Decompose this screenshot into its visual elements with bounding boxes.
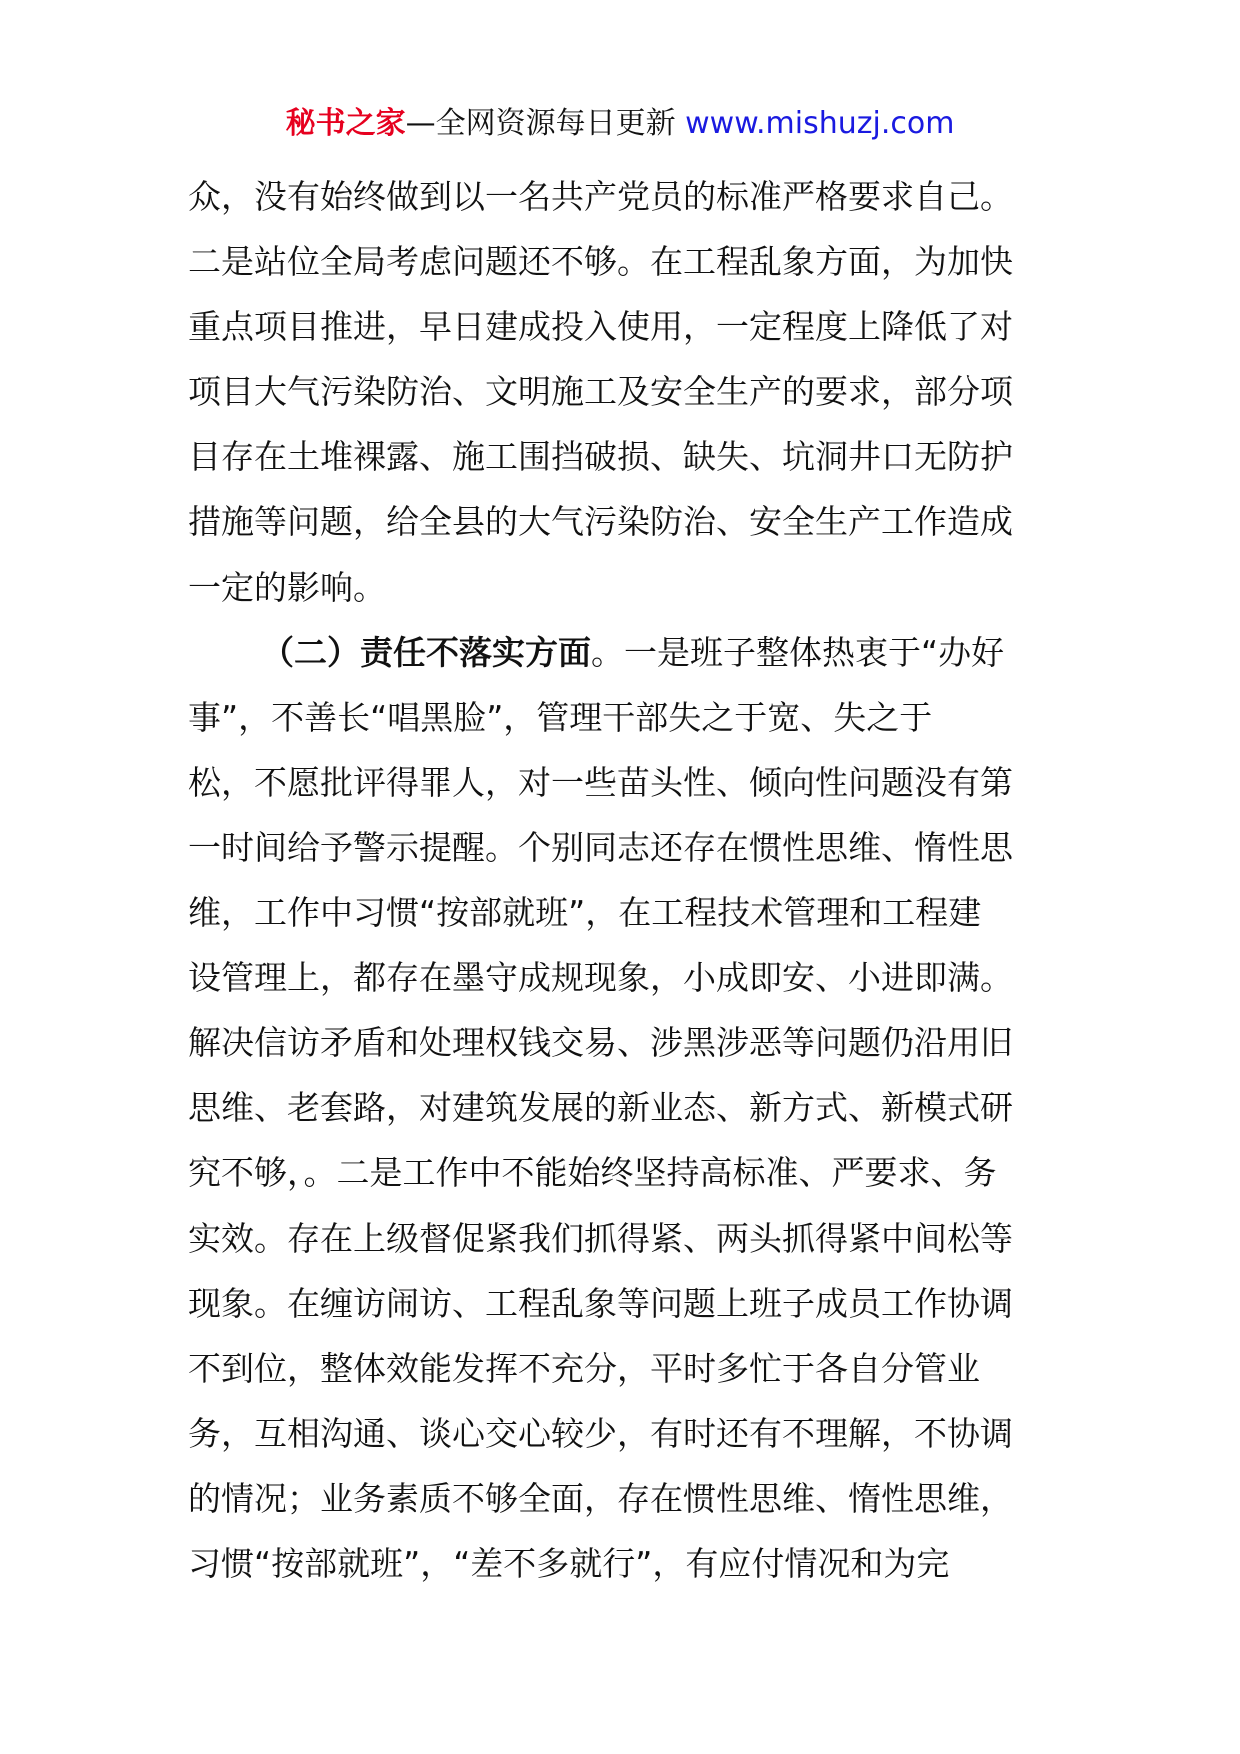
text-line: 设管理上，都存在墨守成规现象，小成即安、小进即满。: [188, 958, 1013, 998]
text-line: 二是站位全局考虑问题还不够。在工程乱象方面，为加快: [188, 242, 1013, 282]
text-line: 事”，不善长“唱黑脸”，管理干部失之于宽、失之于: [188, 697, 933, 737]
text-line: 现象。在缠访闹访、工程乱象等问题上班子成员工作协调: [188, 1283, 1013, 1323]
text-line: 解决信访矛盾和处理权钱交易、涉黑涉恶等问题仍沿用旧: [188, 1023, 1013, 1063]
header-brand: 秘书之家: [285, 106, 406, 141]
text-line: 思维、老套路，对建筑发展的新业态、新方式、新模式研: [188, 1088, 1013, 1128]
section-2-first-line: [188, 620, 1068, 685]
text-line: 众，没有始终做到以一名共产党员的标准严格要求自己。: [188, 177, 1013, 216]
document-body: [188, 164, 1068, 1596]
text-line: 务，互相沟通、谈心交心较少，有时还有不理解，不协调: [188, 1413, 1013, 1453]
text-line: 实效。存在上级督促紧我们抓得紧、两头抓得紧中间松等: [188, 1218, 1013, 1258]
text-line: 一定的影响。: [188, 567, 386, 607]
header-site-url[interactable]: www.mishuzj.com: [685, 106, 955, 141]
text-line: 重点项目推进，早日建成投入使用，一定程度上降低了对: [188, 307, 1013, 347]
text-line: 措施等问题，给全县的大气污染防治、安全生产工作造成: [188, 502, 1013, 542]
header-slogan: —全网资源每日更新: [405, 106, 686, 141]
text-line: 松，不愿批评得罪人，对一些苗头性、倾向性问题没有第: [188, 762, 1013, 802]
text-line: 维，工作中习惯“按部就班”，在工程技术管理和工程建: [188, 893, 982, 933]
text-line: 的情况；业务素质不够全面，存在惯性思维、惰性思维，: [188, 1478, 1013, 1518]
text-line: 项目大气污染防治、文明施工及安全生产的要求，部分项: [188, 372, 1013, 412]
text-line: 一时间给予警示提醒。个别同志还存在惯性思维、惰性思: [188, 827, 1013, 867]
text-line: 究不够，。二是工作中不能始终坚持高标准、严要求、务: [188, 1153, 997, 1193]
text-line: 习惯“按部就班”，“差不多就行”，有应付情况和为完: [188, 1543, 950, 1583]
section-2-intro: 。一是班子整体热衷于“办好: [591, 632, 1005, 672]
text-line: 目存在土堆裸露、施工围挡破损、缺失、坑洞井口无防护: [188, 437, 1013, 477]
section-2-heading: （二）责任不落实方面: [261, 632, 591, 672]
text-line: 不到位，整体效能发挥不充分，平时多忙于各自分管业: [188, 1348, 980, 1388]
site-header: [0, 98, 1240, 150]
